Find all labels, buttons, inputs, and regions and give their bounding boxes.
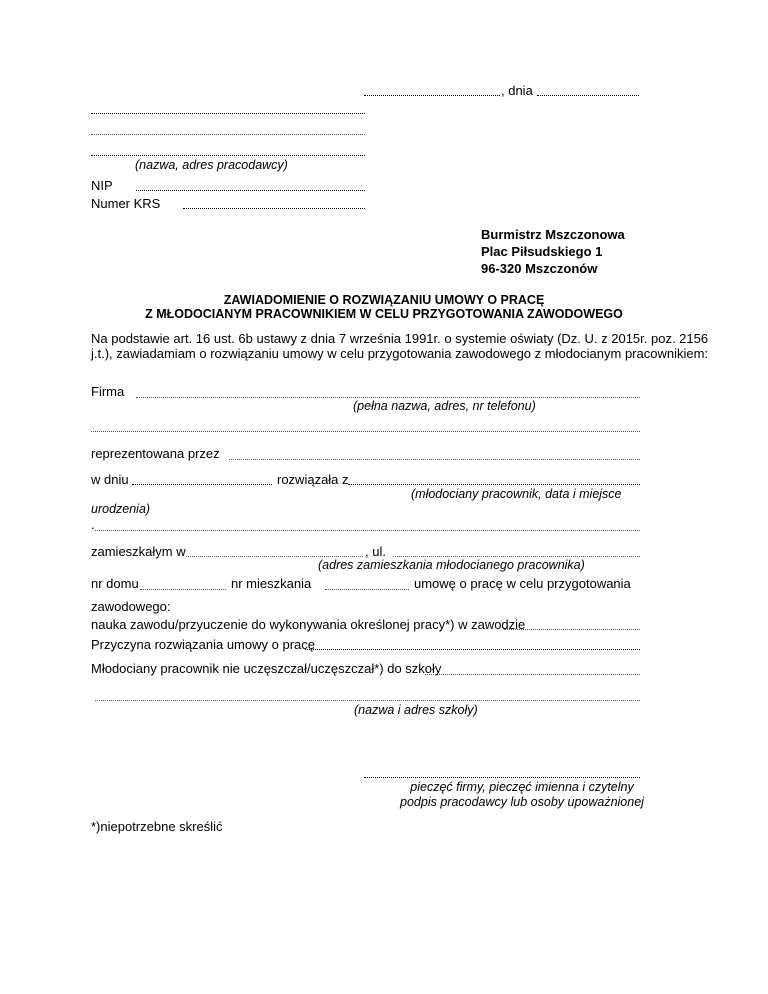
recipient-line-1: Burmistrz Mszczonowa	[481, 227, 625, 242]
krs-field[interactable]	[183, 208, 365, 209]
intro-paragraph	[91, 331, 708, 361]
urodzenia-caption: urodzenia)	[91, 502, 151, 516]
reason-field[interactable]	[305, 649, 640, 650]
rozwiazala-label: rozwiązała z	[277, 472, 349, 487]
street-field[interactable]	[393, 556, 640, 557]
signature-caption	[392, 780, 652, 810]
firma-field[interactable]	[136, 397, 640, 398]
nr-domu-label: nr domu	[91, 576, 139, 591]
intro-line-2: j.t.), zawiadamiam o rozwiązaniu umowy w celu przygotowania zawodowego z młodocianym pracownikiem:	[91, 346, 709, 361]
employer-caption: (nazwa, adres pracodawcy)	[135, 158, 288, 172]
apartment-number-field[interactable]	[325, 589, 409, 590]
intro-line-1: Na podstawie art. 16 ust. 6b ustawy z dnia 7 września 1991r. o systemie oświaty (Dz. U. z 2015r. poz. 2156	[91, 331, 709, 346]
profession-field[interactable]	[504, 629, 640, 630]
nr-mieszkania-label: nr mieszkania	[231, 576, 312, 591]
worker-field[interactable]	[348, 484, 640, 485]
signature-caption-line-2: podpis pracodawcy lub osoby upoważnionej	[400, 795, 644, 809]
nauka-label: nauka zawodu/przyuczenie do wykonywania określonej pracy*) w zawodzie	[91, 617, 526, 632]
place-field[interactable]	[364, 95, 500, 96]
house-number-field[interactable]	[140, 589, 226, 590]
dot-start: .	[91, 517, 95, 532]
signature-caption-line-1: pieczęć firmy, pieczęć imienna i czytelny	[410, 780, 634, 794]
represented-label: reprezentowana przez	[91, 446, 220, 461]
school-field-line-2[interactable]	[95, 700, 640, 701]
title-line-1: ZAWIADOMIENIE O ROZWIĄZANIU UMOWY O PRACĘ	[223, 293, 545, 307]
firma-label: Firma	[91, 384, 125, 399]
footnote: *)niepotrzebne skreślić	[91, 819, 223, 834]
w-dniu-label: w dniu	[91, 472, 129, 487]
worker-field-line-2[interactable]	[95, 530, 640, 531]
document-title	[0, 293, 768, 321]
signature-field[interactable]	[364, 777, 640, 778]
employer-line-3[interactable]	[91, 155, 365, 156]
ul-label: , ul.	[365, 544, 386, 559]
date-field[interactable]	[537, 95, 639, 96]
school-field[interactable]	[425, 674, 640, 675]
przyczyna-label: Przyczyna rozwiązania umowy o pracę	[91, 637, 315, 652]
umowe-text: umowę o pracę w celu przygotowania	[414, 576, 631, 591]
nip-label: NIP	[91, 178, 113, 193]
zawodowego-text: zawodowego:	[91, 599, 171, 614]
school-caption: (nazwa i adres szkoły)	[354, 703, 478, 717]
krs-label: Numer KRS	[91, 196, 161, 211]
termination-date-field[interactable]	[132, 484, 272, 485]
worker-caption: (młodociany pracownik, data i miejsce	[411, 487, 622, 501]
firma-caption: (pełna nazwa, adres, nr telefonu)	[353, 399, 536, 413]
employer-line-1[interactable]	[91, 113, 365, 114]
firma-field-line-2[interactable]	[91, 431, 640, 432]
represented-field[interactable]	[229, 459, 640, 460]
dnia-label: , dnia	[501, 83, 533, 98]
address-caption: (adres zamieszkania młodocianego pracownika)	[318, 558, 585, 572]
nip-field[interactable]	[136, 190, 365, 191]
szkola-label: Młodociany pracownik nie uczęszczał/uczęszczał*) do szkoły	[91, 661, 442, 676]
title-line-2: Z MŁODOCIANYM PRACOWNIKIEM W CELU PRZYGOTOWANIA ZAWODOWEGO	[145, 307, 623, 321]
employer-line-2[interactable]	[91, 134, 365, 135]
city-field[interactable]	[186, 556, 363, 557]
recipient-line-2: Plac Piłsudskiego 1	[481, 244, 603, 259]
recipient-line-3: 96-320 Mszczonów	[481, 261, 598, 276]
zamieszkalym-label: zamieszkałym w	[91, 544, 186, 559]
recipient-address	[481, 226, 625, 277]
